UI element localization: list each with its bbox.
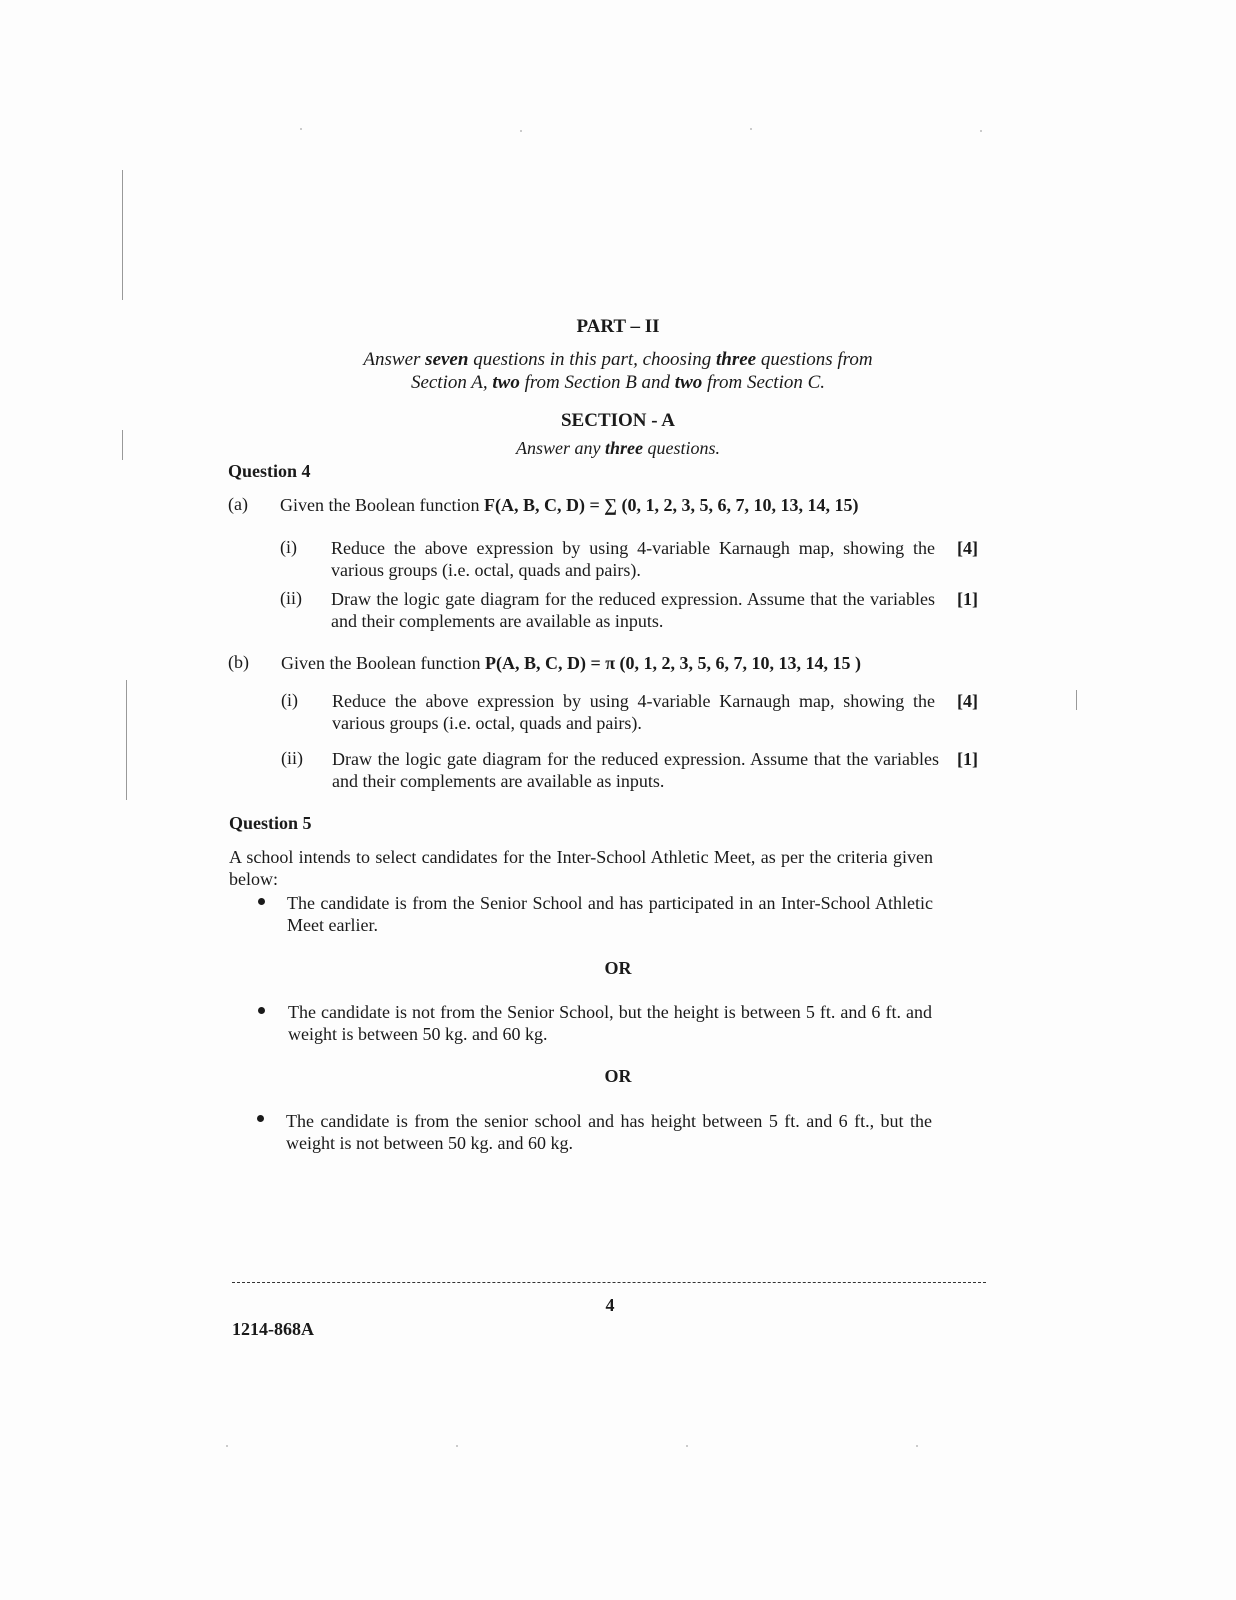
scan-speck [980,130,982,132]
section-heading: SECTION - A [560,410,676,431]
scan-speck [916,1445,918,1447]
q4a-ii-text: Draw the logic gate diagram for the reduced expression. Assume that the variables and their complements are available as inputs. [331,589,935,631]
q5-criterion-2: The candidate is not from the Senior School, but the height is between 5 ft. and 6 ft. and weight is between 50 kg. and 60 kg. [288,1002,932,1044]
page-number: 4 [605,1295,615,1315]
q4b-statement: Given the Boolean function P(A, B, C, D) = π (0, 1, 2, 3, 5, 6, 7, 10, 13, 14, 15 ) [281,653,862,673]
scan-speck [456,1445,458,1447]
q4b-ii-text: Draw the logic gate diagram for the reduced expression. Assume that the variables and their complements are available as inputs. [332,749,939,791]
q4a-ii-marks: [1] [957,589,978,609]
q4b-i-text: Reduce the above expression by using 4-variable Karnaugh map, showing the various groups (i.e. octal, quads and pairs). [332,691,935,733]
footer-divider [232,1282,986,1283]
q4b-label: (b) [228,652,249,672]
paper-code: 1214-868A [232,1319,314,1339]
q4b-i-marks: [4] [957,691,978,711]
scan-margin-line [126,680,127,800]
q4a-ii-label: (ii) [280,588,302,608]
question-4-title: Question 4 [228,461,311,481]
bullet-2-dot [258,1007,265,1014]
q4b-i-label: (i) [281,690,298,710]
scan-speck [226,1445,228,1447]
q4a-label: (a) [228,494,248,514]
part-instruction-line-2: Section A, two from Section B and two from Section C. [410,372,826,393]
scan-speck [300,128,302,130]
q5-criterion-3: The candidate is from the senior school and has height between 5 ft. and 6 ft., but the weight is not between 50 kg. and 60 kg. [286,1111,932,1153]
q4b-ii-marks: [1] [957,749,978,769]
q5-intro: A school intends to select candidates for the Inter-School Athletic Meet, as per the criteria given below: [229,847,933,889]
q5-criterion-1: The candidate is from the Senior School and has participated in an Inter-School Athletic Meet earlier. [287,893,933,935]
scan-margin-line [122,170,123,300]
bullet-3-dot [257,1115,264,1122]
bullet-1-dot [258,898,265,905]
scan-speck [750,128,752,130]
q4a-i-label: (i) [280,537,297,557]
scan-margin-line [122,430,123,460]
part-instruction-line-1: Answer seven questions in this part, choosing three questions from [363,349,873,370]
question-5-title: Question 5 [229,813,312,833]
or-separator-1: OR [604,958,632,978]
q4b-ii-label: (ii) [281,748,303,768]
part-instructions [300,348,936,394]
scan-speck [686,1445,688,1447]
scan-margin-line [1076,690,1077,710]
section-instruction: Answer any three questions. [515,438,720,458]
part-heading: PART – II [576,316,660,337]
q4a-statement: Given the Boolean function F(A, B, C, D) = ∑ (0, 1, 2, 3, 5, 6, 7, 10, 13, 14, 15) [280,495,859,515]
q4a-i-marks: [4] [957,538,978,558]
q4a-i-text: Reduce the above expression by using 4-variable Karnaugh map, showing the various groups (i.e. octal, quads and pairs). [331,538,935,580]
or-separator-2: OR [604,1066,632,1086]
scan-speck [520,130,522,132]
